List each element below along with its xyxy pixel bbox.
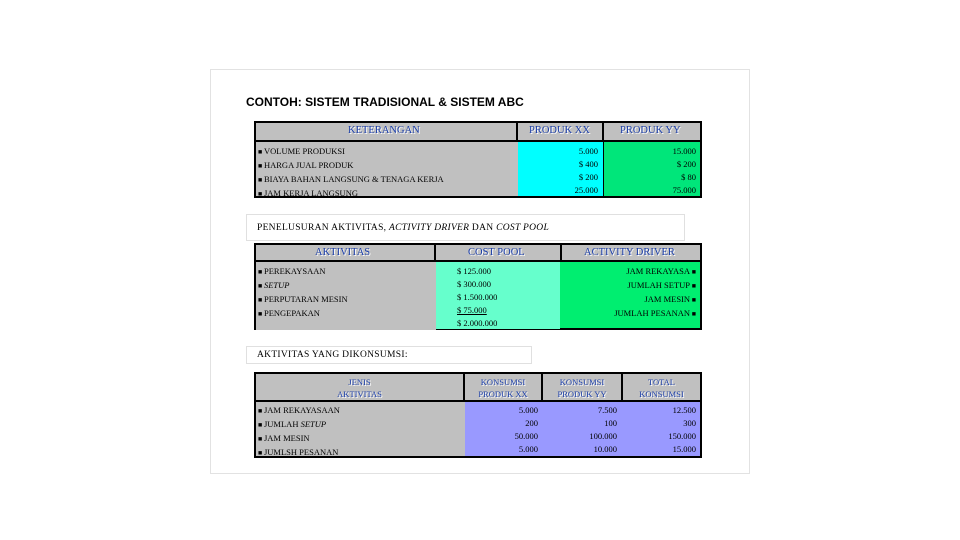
table3-header-konsumsi-xx: KONSUMSI PRODUK XX <box>463 372 543 402</box>
page-title: CONTOH: SISTEM TRADISIONAL & SISTEM ABC <box>246 95 524 109</box>
table2-header-cost-pool: COST POOL <box>434 243 562 262</box>
table2-cost-pool-column <box>436 262 560 330</box>
table3-header-konsumsi-yy: KONSUMSI PRODUK YY <box>541 372 623 402</box>
table1-header-produk-xx: PRODUK XX <box>516 121 604 142</box>
note-aktivitas-dikonsumsi: AKTIVITAS YANG DIKONSUMSI: <box>246 346 532 364</box>
list-item: ■ JAM KERJA LANGSUNG <box>258 187 444 201</box>
list-item: ■ JUMLAH SETUP <box>258 418 340 432</box>
table3-header-total: TOTAL KONSUMSI <box>621 372 702 402</box>
list-item: ■ PERPUTARAN MESIN <box>258 293 348 307</box>
list-item: ■ JUMLSH PESANAN <box>258 446 340 460</box>
list-item: ■ BIAYA BAHAN LANGSUNG & TENAGA KERJA <box>258 173 444 187</box>
table1-header-produk-yy: PRODUK YY <box>602 121 702 142</box>
table3-produk-xx-values: 5.000 200 50.000 5.000 <box>514 405 538 454</box>
table2-aktivitas-list <box>258 265 348 321</box>
table3-header-jenis: JENIS AKTIVITAS <box>254 372 465 402</box>
table2-header-activity-driver: ACTIVITY DRIVER <box>560 243 702 262</box>
list-item: ■ PENGEPAKAN <box>258 307 348 321</box>
list-item: ■ JAM REKAYASAAN <box>258 404 340 418</box>
table1-produk-yy-values: 15.000 $ 200 $ 80 75.000 <box>672 146 696 195</box>
list-item: ■ JAM MESIN <box>258 432 340 446</box>
list-item: ■ HARGA JUAL PRODUK <box>258 159 444 173</box>
list-item: ■ VOLUME PRODUKSI <box>258 145 444 159</box>
table1-row-labels <box>258 145 444 201</box>
note-penelusuran: PENELUSURAN AKTIVITAS, ACTIVITY DRIVER DAN COST POOL <box>246 214 685 241</box>
list-item: ■ SETUP <box>258 279 348 293</box>
table2-driver-list: JAM REKAYASA ■ JUMLAH SETUP ■ JAM MESIN ■ JUMLAH PESANAN ■ <box>566 265 696 321</box>
table2-cost-pool-values: $ 125.000 $ 300.000 $ 1.500.000 $ 75.000 $ 2.000.000 <box>457 266 498 328</box>
list-item: ■ PEREKAYSAAN <box>258 265 348 279</box>
table1-header-keterangan: KETERANGAN <box>254 121 518 142</box>
table2-header-aktivitas: AKTIVITAS <box>254 243 436 262</box>
table3-jenis-list <box>258 404 340 460</box>
table3-produk-yy-values: 7.500 100 100.000 10.000 <box>589 405 617 454</box>
table1-produk-xx-values: 5.000 $ 400 $ 200 25.000 <box>574 146 598 195</box>
table3-total-values: 12.500 300 150.000 15.000 <box>668 405 696 454</box>
